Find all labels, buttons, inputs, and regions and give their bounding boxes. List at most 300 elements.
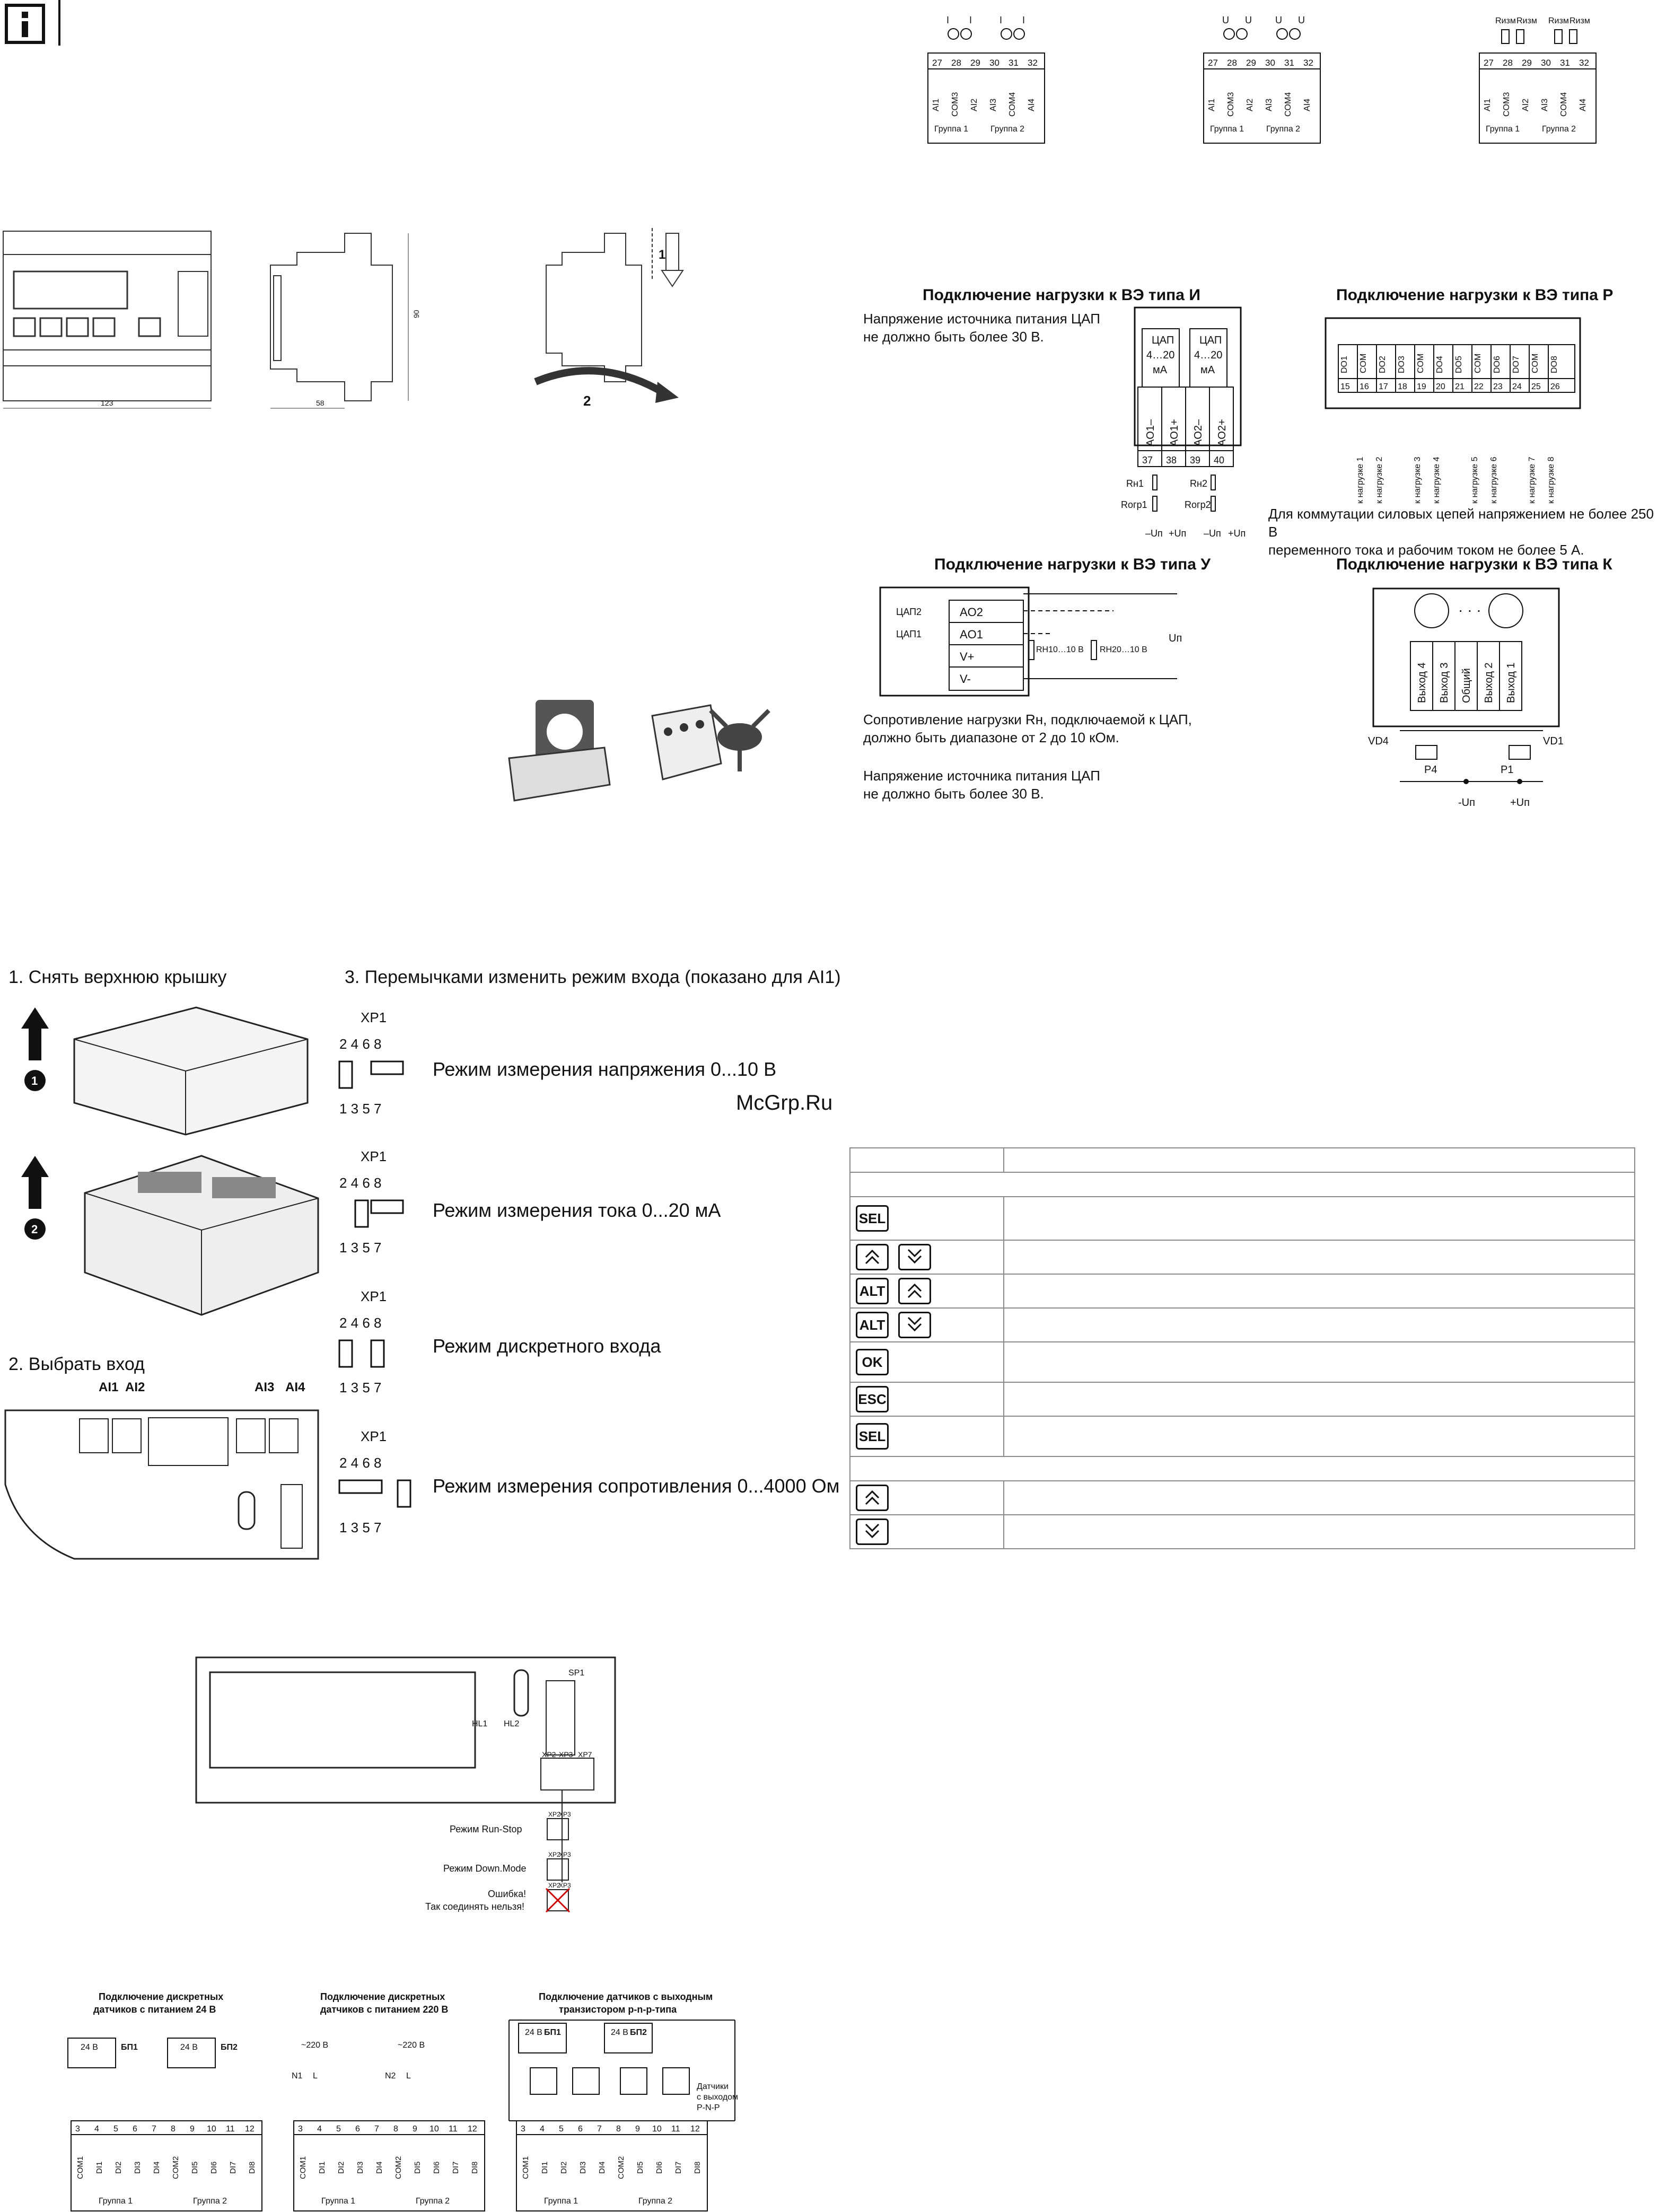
- svg-text:AI1: AI1: [99, 1380, 119, 1394]
- svg-text:2 4 6 8: 2 4 6 8: [339, 1455, 382, 1471]
- svg-text:L: L: [313, 2071, 318, 2081]
- svg-text:11: 11: [671, 2125, 680, 2134]
- svg-text:Группа 2: Группа 2: [1266, 125, 1301, 134]
- table-section-row: [850, 1456, 1635, 1481]
- load-type-k-diagram: [1368, 583, 1580, 817]
- svg-text:N1: N1: [292, 2071, 303, 2081]
- svg-text:24: 24: [1512, 382, 1522, 391]
- svg-text:2: 2: [31, 1223, 38, 1236]
- svg-text:к нагрузке 6: к нагрузке 6: [1489, 457, 1498, 504]
- svg-text:Rогр1: Rогр1: [1121, 499, 1147, 510]
- svg-text:DI5: DI5: [413, 2161, 422, 2174]
- svg-text:1: 1: [31, 1074, 38, 1087]
- svg-text:12: 12: [245, 2125, 255, 2134]
- svg-text:COM: COM: [1416, 353, 1425, 373]
- svg-text:AO2: AO2: [960, 605, 984, 619]
- svg-text:COM: COM: [1474, 353, 1483, 373]
- svg-text:Группа 1: Группа 1: [99, 2197, 133, 2206]
- load-type-i-title: Подключение нагрузки к ВЭ типа И: [923, 286, 1200, 304]
- svg-text:AO2–: AO2–: [1192, 419, 1204, 446]
- svg-text:4: 4: [317, 2125, 322, 2134]
- device-disassembly-drawing: [11, 997, 339, 1347]
- analog-input-terminal-diagrams: [923, 11, 1633, 148]
- svg-text:–Uп: –Uп: [1204, 528, 1221, 539]
- svg-text:1 3 5 7: 1 3 5 7: [339, 1380, 382, 1395]
- info-icon: [0, 0, 64, 53]
- wiring-220v: [292, 2041, 485, 2211]
- svg-text:AI1: AI1: [1207, 98, 1216, 111]
- svg-text:L: L: [406, 2071, 411, 2081]
- svg-text:24 В: 24 В: [180, 2043, 198, 2052]
- svg-text:I: I: [969, 15, 972, 25]
- svg-text:DI4: DI4: [598, 2161, 607, 2174]
- alt-key: ALT: [856, 1312, 889, 1338]
- up-icon: [856, 1244, 889, 1270]
- svg-text:AO1+: AO1+: [1169, 419, 1180, 446]
- svg-text:Датчики: Датчики: [697, 2082, 729, 2091]
- svg-text:транзистором p-n-p-типа: транзистором p-n-p-типа: [559, 2004, 677, 2015]
- svg-text:DO2: DO2: [1378, 356, 1387, 373]
- alt-key: ALT: [856, 1278, 889, 1304]
- svg-text:10: 10: [429, 2125, 439, 2134]
- svg-text:DI5: DI5: [190, 2161, 199, 2174]
- svg-text:БП1: БП1: [544, 2028, 561, 2037]
- svg-text:DI4: DI4: [375, 2161, 384, 2174]
- svg-text:Подключение дискретных: Подключение дискретных: [99, 1991, 224, 2002]
- svg-text:–Uп: –Uп: [1145, 528, 1163, 539]
- svg-text:Rн2: Rн2: [1190, 478, 1207, 489]
- svg-text:29: 29: [970, 58, 980, 68]
- ok-key: OK: [856, 1349, 889, 1375]
- svg-text:Группа 2: Группа 2: [990, 125, 1025, 134]
- svg-text:26: 26: [1550, 382, 1560, 391]
- svg-text:0…10 В: 0…10 В: [1053, 645, 1084, 654]
- svg-text:I: I: [999, 15, 1003, 25]
- mode-voltage-label: Режим измерения напряжения 0...10 В: [433, 1058, 777, 1080]
- svg-text:~220 В: ~220 В: [398, 2041, 425, 2050]
- svg-text:XP7: XP7: [578, 1750, 592, 1759]
- table-row: [850, 1308, 1635, 1342]
- svg-text:30: 30: [1265, 58, 1275, 68]
- svg-text:3: 3: [298, 2125, 303, 2134]
- svg-text:HL2: HL2: [504, 1719, 520, 1728]
- svg-text:DI7: DI7: [674, 2161, 683, 2174]
- svg-text:9: 9: [413, 2125, 417, 2134]
- svg-text:COM2: COM2: [617, 2156, 626, 2179]
- step-1-title: 1. Снять верхнюю крышку: [8, 967, 227, 987]
- svg-text:12: 12: [690, 2125, 700, 2134]
- svg-text:AO1: AO1: [960, 628, 984, 641]
- svg-text:БП1: БП1: [121, 2043, 138, 2052]
- down-icon: [898, 1312, 931, 1338]
- svg-text:DI2: DI2: [337, 2161, 346, 2174]
- svg-text:27: 27: [1208, 58, 1218, 68]
- svg-text:COM3: COM3: [1502, 92, 1511, 117]
- svg-text:DI6: DI6: [209, 2161, 218, 2174]
- svg-text:Так соединять нельзя!: Так соединять нельзя!: [425, 1901, 525, 1912]
- jumper-resistance: [339, 1428, 410, 1535]
- svg-text:DO8: DO8: [1550, 356, 1559, 373]
- svg-text:DI8: DI8: [248, 2161, 257, 2174]
- load-type-r-diagram: [1326, 313, 1601, 514]
- svg-text:DI3: DI3: [578, 2161, 588, 2174]
- svg-text:DO5: DO5: [1454, 356, 1463, 373]
- svg-text:28: 28: [1503, 58, 1513, 68]
- svg-text:DI7: DI7: [451, 2161, 460, 2174]
- svg-text:6: 6: [578, 2125, 583, 2134]
- table-row: [850, 1515, 1635, 1549]
- down-icon: [898, 1244, 931, 1270]
- jumper-configurations: [339, 1007, 424, 1535]
- svg-text:Rн1: Rн1: [1126, 478, 1144, 489]
- svg-text:AI3: AI3: [1540, 98, 1549, 111]
- svg-text:AI1: AI1: [932, 98, 941, 111]
- svg-text:4…20: 4…20: [1194, 349, 1223, 361]
- svg-text:16: 16: [1360, 382, 1369, 391]
- svg-text:AI3: AI3: [255, 1380, 275, 1394]
- svg-text:39: 39: [1190, 455, 1201, 466]
- svg-text:DI7: DI7: [229, 2161, 238, 2174]
- wiring-pnp: [509, 2020, 738, 2211]
- svg-text:ЦАП: ЦАП: [1199, 335, 1222, 346]
- svg-text:Rизм: Rизм: [1516, 16, 1537, 25]
- svg-text:31: 31: [1009, 58, 1019, 68]
- svg-text:22: 22: [1474, 382, 1484, 391]
- input-selection-board: [0, 1379, 329, 1564]
- svg-text:24 В: 24 В: [611, 2028, 628, 2037]
- svg-text:Rогр2: Rогр2: [1185, 499, 1211, 510]
- svg-text:AI4: AI4: [1579, 98, 1588, 111]
- jumper-voltage: [339, 1010, 403, 1117]
- svg-text:U: U: [1298, 15, 1305, 25]
- svg-text:29: 29: [1522, 58, 1532, 68]
- svg-text:32: 32: [1579, 58, 1589, 68]
- controls-table: [849, 1147, 1635, 1549]
- table-row: [850, 1382, 1635, 1416]
- svg-text:COM3: COM3: [1226, 92, 1235, 117]
- svg-text:AO1–: AO1–: [1145, 419, 1156, 446]
- jumper-discrete: [339, 1288, 387, 1395]
- discrete-sensor-wiring: [64, 1988, 753, 2212]
- svg-text:N2: N2: [385, 2071, 396, 2081]
- up-icon: [898, 1278, 931, 1304]
- svg-text:AI3: AI3: [1265, 98, 1274, 111]
- table-row: [850, 1240, 1635, 1274]
- table-row: [850, 1342, 1635, 1382]
- svg-text:18: 18: [1398, 382, 1407, 391]
- step-2-title: 2. Выбрать вход: [8, 1354, 145, 1374]
- svg-text:к нагрузке 8: к нагрузке 8: [1547, 457, 1556, 504]
- svg-text:1 3 5 7: 1 3 5 7: [339, 1101, 382, 1117]
- svg-text:29: 29: [1246, 58, 1256, 68]
- svg-text:15: 15: [1340, 382, 1350, 391]
- sel-key: SEL: [856, 1423, 889, 1450]
- svg-text:Группа 1: Группа 1: [544, 2197, 578, 2206]
- svg-text:11: 11: [226, 2125, 235, 2134]
- table-row: [850, 1481, 1635, 1515]
- svg-text:5: 5: [559, 2125, 564, 2134]
- svg-text:19: 19: [1417, 382, 1426, 391]
- svg-text:38: 38: [1166, 455, 1177, 466]
- svg-text:DI1: DI1: [95, 2161, 104, 2174]
- svg-text:COM2: COM2: [171, 2156, 180, 2179]
- svg-text:к нагрузке 4: к нагрузке 4: [1432, 457, 1441, 504]
- svg-text:Группа 1: Группа 1: [1486, 125, 1520, 134]
- load-type-i-note: Напряжение источника питания ЦАП не должно быть более 30 В.: [863, 311, 1100, 345]
- svg-text:3: 3: [75, 2125, 80, 2134]
- svg-text:V-: V-: [960, 672, 971, 686]
- svg-text:7: 7: [374, 2125, 379, 2134]
- svg-text:DI6: DI6: [655, 2161, 664, 2174]
- load-type-u-title: Подключение нагрузки к ВЭ типа У: [934, 556, 1211, 573]
- svg-text:30: 30: [1541, 58, 1551, 68]
- svg-text:датчиков с питанием 24 В: датчиков с питанием 24 В: [93, 2004, 216, 2015]
- svg-text:23: 23: [1493, 382, 1503, 391]
- svg-text:20: 20: [1436, 382, 1445, 391]
- svg-text:I: I: [946, 15, 950, 25]
- load-type-u-note-supply: Напряжение источника питания ЦАП не должно быть более 30 В.: [863, 768, 1100, 802]
- svg-text:к нагрузке 2: к нагрузке 2: [1375, 457, 1384, 504]
- svg-text:DI1: DI1: [540, 2161, 549, 2174]
- svg-text:AI2: AI2: [1246, 98, 1255, 111]
- svg-text:8: 8: [393, 2125, 398, 2134]
- svg-text:37: 37: [1142, 455, 1153, 466]
- svg-text:к нагрузке 3: к нагрузке 3: [1413, 457, 1422, 504]
- svg-text:Группа 2: Группа 2: [1542, 125, 1576, 134]
- svg-text:Режим Down.Mode: Режим Down.Mode: [443, 1863, 527, 1874]
- up-icon: [856, 1485, 889, 1511]
- svg-text:11: 11: [449, 2125, 458, 2134]
- svg-text:AI4: AI4: [1303, 98, 1312, 111]
- svg-text:HL1: HL1: [472, 1719, 488, 1728]
- load-type-r-note: Для коммутации силовых цепей напряжением не более 250 В переменного тока и рабочим током не более 5 А.: [1268, 506, 1654, 558]
- svg-text:AI4: AI4: [285, 1380, 305, 1394]
- terminal-block-current: [928, 15, 1045, 143]
- svg-text:9: 9: [190, 2125, 195, 2134]
- svg-text:27: 27: [932, 58, 942, 68]
- svg-text:12: 12: [468, 2125, 477, 2134]
- down-icon: [856, 1518, 889, 1545]
- svg-text:8: 8: [171, 2125, 176, 2134]
- svg-text:P-N-P: P-N-P: [697, 2103, 720, 2112]
- svg-text:Группа 1: Группа 1: [934, 125, 969, 134]
- svg-text:AI1: AI1: [1483, 98, 1492, 111]
- svg-text:БП2: БП2: [630, 2028, 647, 2037]
- load-type-r-title: Подключение нагрузки к ВЭ типа Р: [1336, 286, 1614, 304]
- svg-text:к нагрузке 7: к нагрузке 7: [1528, 457, 1537, 504]
- load-type-u-diagram: [880, 583, 1198, 700]
- svg-text:AO2+: AO2+: [1216, 419, 1228, 446]
- svg-text:P4: P4: [1424, 764, 1437, 776]
- svg-text:мА: мА: [1200, 364, 1215, 376]
- svg-text:P1: P1: [1501, 764, 1514, 776]
- svg-text:2: 2: [583, 393, 591, 409]
- terminal-connectors-image: [498, 679, 785, 817]
- svg-text:28: 28: [1227, 58, 1237, 68]
- svg-text:Uп: Uп: [1169, 633, 1182, 644]
- svg-text:XP2: XP2: [548, 1811, 560, 1818]
- svg-text:4…20: 4…20: [1146, 349, 1175, 361]
- svg-text:8: 8: [616, 2125, 621, 2134]
- svg-text:10: 10: [207, 2125, 216, 2134]
- svg-text:DI1: DI1: [318, 2161, 327, 2174]
- svg-text:COM: COM: [1531, 353, 1540, 373]
- svg-text:с выходом: с выходом: [697, 2093, 739, 2102]
- mode-discrete-label: Режим дискретного входа: [433, 1335, 661, 1357]
- svg-text:Подключение датчиков с выходны: Подключение датчиков с выходным: [539, 1991, 713, 2002]
- svg-text:2 4 6 8: 2 4 6 8: [339, 1315, 382, 1331]
- svg-text:U: U: [1245, 15, 1252, 25]
- svg-text:U: U: [1275, 15, 1282, 25]
- step-3-title: 3. Перемычками изменить режим входа (показано для AI1): [345, 967, 841, 987]
- svg-text:58: 58: [316, 399, 325, 407]
- svg-text:Группа 2: Группа 2: [193, 2197, 227, 2206]
- svg-text:Группа 1: Группа 1: [321, 2197, 356, 2206]
- svg-text:+Uп: +Uп: [1169, 528, 1187, 539]
- svg-text:10: 10: [652, 2125, 662, 2134]
- svg-text:Выход 3: Выход 3: [1439, 662, 1450, 703]
- svg-text:Группа 2: Группа 2: [416, 2197, 450, 2206]
- svg-text:XP1: XP1: [361, 1010, 387, 1025]
- svg-text:6: 6: [355, 2125, 360, 2134]
- svg-text:AI4: AI4: [1027, 98, 1036, 111]
- svg-text:Rизм: Rизм: [1569, 16, 1590, 25]
- svg-text:5: 5: [336, 2125, 341, 2134]
- sel-key: SEL: [856, 1205, 889, 1232]
- svg-text:RН2: RН2: [1100, 645, 1117, 654]
- svg-text:Общий: Общий: [1461, 668, 1472, 703]
- svg-text:7: 7: [597, 2125, 602, 2134]
- svg-text:I: I: [1022, 15, 1025, 25]
- table-row: [850, 1416, 1635, 1456]
- svg-text:Ошибка!: Ошибка!: [488, 1889, 527, 1899]
- svg-text:DO4: DO4: [1435, 356, 1444, 373]
- svg-text:31: 31: [1284, 58, 1294, 68]
- svg-text:DI4: DI4: [152, 2161, 161, 2174]
- svg-text:3: 3: [521, 2125, 525, 2134]
- mode-current-label: Режим измерения тока 0...20 мА: [433, 1199, 721, 1221]
- svg-text:Подключение дискретных: Подключение дискретных: [320, 1991, 445, 2002]
- svg-text:DO3: DO3: [1397, 356, 1406, 373]
- svg-text:1 3 5 7: 1 3 5 7: [339, 1240, 382, 1256]
- terminal-block-resistance: [1479, 16, 1596, 143]
- svg-text:БП2: БП2: [221, 2043, 238, 2052]
- mode-resistance-label: Режим измерения сопротивления 0...4000 Ом: [433, 1475, 840, 1497]
- svg-text:XP1: XP1: [361, 1288, 387, 1304]
- svg-text:27: 27: [1484, 58, 1494, 68]
- svg-text:123: 123: [101, 399, 113, 407]
- svg-text:9: 9: [635, 2125, 640, 2134]
- svg-text:DI6: DI6: [432, 2161, 441, 2174]
- svg-text:· · ·: · · ·: [1458, 602, 1481, 618]
- svg-text:+Uп: +Uп: [1510, 797, 1530, 809]
- watermark: McGrp.Ru: [736, 1091, 833, 1114]
- svg-text:40: 40: [1214, 455, 1225, 466]
- svg-text:XP3: XP3: [559, 1851, 571, 1858]
- svg-text:25: 25: [1531, 382, 1541, 391]
- svg-text:COM1: COM1: [76, 2156, 85, 2179]
- svg-text:DI2: DI2: [114, 2161, 123, 2174]
- svg-text:4: 4: [94, 2125, 99, 2134]
- svg-text:32: 32: [1303, 58, 1313, 68]
- svg-text:Выход 2: Выход 2: [1483, 662, 1495, 703]
- front-board-drawing: [196, 1649, 620, 1914]
- svg-text:COM1: COM1: [299, 2156, 308, 2179]
- svg-text:DI5: DI5: [636, 2161, 645, 2174]
- svg-text:+Uп: +Uп: [1228, 528, 1246, 539]
- svg-text:Rизм: Rизм: [1548, 16, 1569, 25]
- svg-text:XP2: XP2: [548, 1851, 560, 1858]
- wiring-24v: [68, 2038, 262, 2211]
- svg-text:AI2: AI2: [1521, 98, 1530, 111]
- svg-text:Режим Run-Stop: Режим Run-Stop: [450, 1824, 522, 1834]
- svg-text:~220 В: ~220 В: [301, 2041, 329, 2050]
- table-section-row: [850, 1172, 1635, 1197]
- load-type-k-title: Подключение нагрузки к ВЭ типа К: [1336, 556, 1612, 573]
- svg-text:6: 6: [133, 2125, 137, 2134]
- svg-text:к нагрузке 5: к нагрузке 5: [1470, 457, 1479, 504]
- load-type-u-note-resistance: Сопротивление нагрузки Rн, подключаемой к ЦАП, должно быть диапазоне от 2 до 10 кОм.: [863, 712, 1192, 745]
- svg-text:DI2: DI2: [559, 2161, 568, 2174]
- svg-text:0…10 В: 0…10 В: [1117, 645, 1147, 654]
- svg-text:1 3 5 7: 1 3 5 7: [339, 1520, 382, 1535]
- svg-text:AI3: AI3: [989, 98, 998, 111]
- svg-text:7: 7: [152, 2125, 156, 2134]
- svg-text:DO7: DO7: [1512, 356, 1521, 373]
- table-row: [850, 1274, 1635, 1308]
- svg-text:COM2: COM2: [394, 2156, 403, 2179]
- terminal-block-voltage: [1204, 15, 1320, 143]
- svg-text:Rизм: Rизм: [1495, 16, 1516, 25]
- svg-text:датчиков с питанием 220 В: датчиков с питанием 220 В: [320, 2004, 449, 2015]
- svg-text:ЦАП: ЦАП: [1152, 335, 1174, 346]
- svg-text:24 В: 24 В: [81, 2043, 98, 2052]
- svg-text:AI2: AI2: [125, 1380, 145, 1394]
- svg-text:COM4: COM4: [1008, 92, 1017, 117]
- svg-text:Выход 1: Выход 1: [1505, 662, 1517, 703]
- svg-text:ЦАП1: ЦАП1: [896, 629, 922, 639]
- svg-text:4: 4: [540, 2125, 545, 2134]
- svg-text:COM4: COM4: [1284, 92, 1293, 117]
- svg-text:XP3: XP3: [559, 1750, 573, 1759]
- svg-text:21: 21: [1455, 382, 1465, 391]
- svg-text:к нагрузке 1: к нагрузке 1: [1356, 457, 1365, 504]
- svg-text:V+: V+: [960, 650, 975, 663]
- svg-text:U: U: [1222, 15, 1229, 25]
- svg-text:DI8: DI8: [470, 2161, 479, 2174]
- jumper-current: [339, 1148, 403, 1256]
- svg-text:31: 31: [1560, 58, 1570, 68]
- svg-text:XP2: XP2: [542, 1750, 556, 1759]
- table-row: [850, 1197, 1635, 1240]
- svg-text:2 4 6 8: 2 4 6 8: [339, 1175, 382, 1191]
- din-rail-mounting-drawing: [530, 223, 700, 424]
- load-type-i-diagram: [1103, 308, 1262, 546]
- svg-text:COM1: COM1: [521, 2156, 530, 2179]
- svg-text:30: 30: [989, 58, 999, 68]
- svg-text:90: 90: [412, 310, 420, 318]
- svg-text:2 4 6 8: 2 4 6 8: [339, 1036, 382, 1052]
- svg-text:Группа 2: Группа 2: [638, 2197, 673, 2206]
- svg-text:мА: мА: [1153, 364, 1168, 376]
- svg-text:17: 17: [1379, 382, 1388, 391]
- svg-text:XP2: XP2: [548, 1882, 560, 1889]
- device-dimensions-drawing: [0, 223, 456, 424]
- svg-text:COM: COM: [1359, 353, 1368, 373]
- svg-text:Выход 4: Выход 4: [1416, 662, 1428, 703]
- svg-text:VD4: VD4: [1368, 735, 1389, 747]
- table-header-row: [850, 1148, 1635, 1172]
